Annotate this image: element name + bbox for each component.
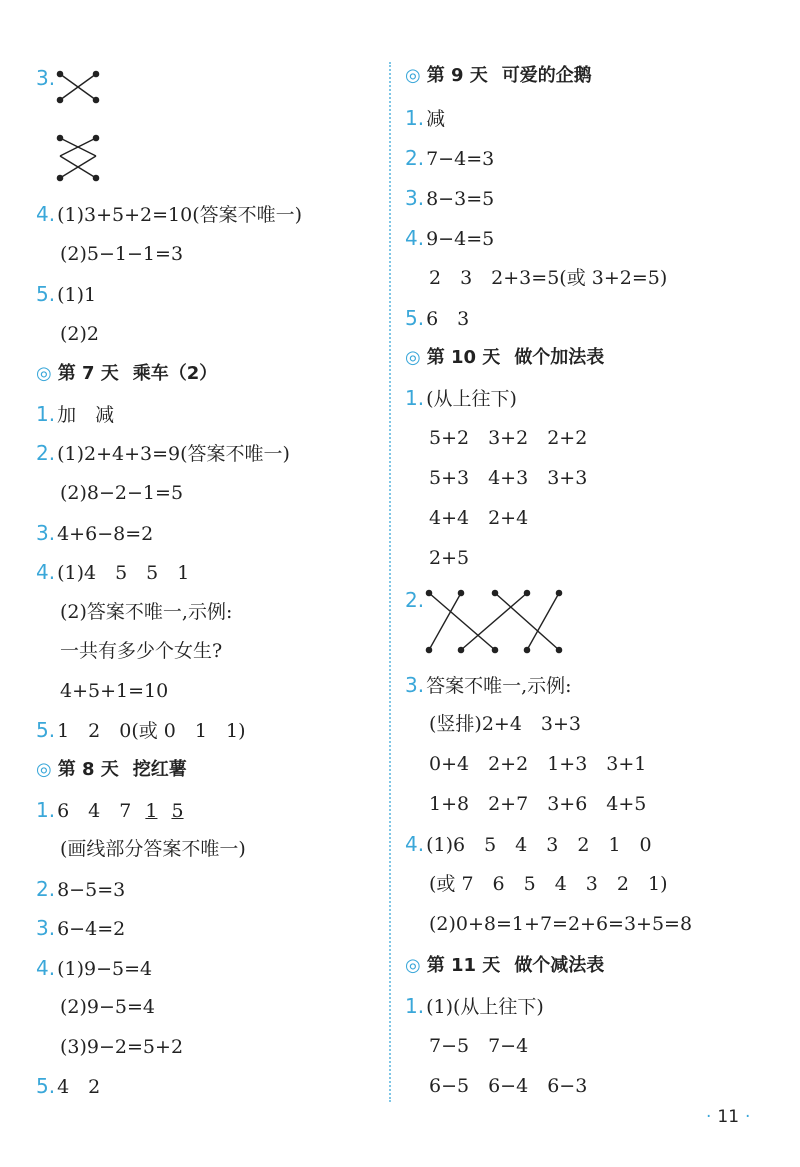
d7q3: 3. 4+6−8=2 — [36, 521, 154, 545]
d11q1-a: 1. (1)(从上往下) — [405, 994, 544, 1018]
d9q2: 2. 7−4=3 — [405, 146, 495, 170]
d10q1-d: 4+4 2+4 — [429, 507, 529, 529]
q4-b: (2)5−1−1=3 — [60, 243, 184, 265]
d7q4-a: 4. (1)4 5 5 1 — [36, 560, 190, 584]
d10q2: 2. — [405, 588, 425, 612]
q5-b: (2)2 — [60, 323, 100, 345]
d7q4-c: 一共有多少个女生? — [60, 640, 223, 662]
d10q1-b: 5+2 3+2 2+2 — [429, 427, 588, 449]
column-divider — [389, 62, 391, 1102]
d9q1: 1. 减 — [405, 106, 446, 130]
matching-diagram-2 — [427, 588, 567, 656]
d9q4-a: 4. 9−4=5 — [405, 226, 495, 250]
d8q4-b: (2)9−5=4 — [60, 996, 156, 1018]
d8q1-note: (画线部分答案不唯一) — [60, 838, 246, 860]
circle-icon: ◎ — [36, 759, 52, 780]
d8q3: 3. 6−4=2 — [36, 916, 126, 940]
d10q3-d: 1+8 2+7 3+6 4+5 — [429, 793, 647, 815]
d7q1: 1. 加 减 — [36, 402, 115, 426]
circle-icon: ◎ — [405, 65, 421, 86]
q4-a: 4. (1)3+5+2=10(答案不唯一) — [36, 202, 303, 226]
d10q4-b: (或 7 6 5 4 3 2 1) — [429, 873, 668, 895]
d10q3-a: 3. 答案不唯一,示例: — [405, 673, 572, 697]
circle-icon: ◎ — [36, 363, 52, 384]
d9q3: 3. 8−3=5 — [405, 186, 495, 210]
d7q2-a: 2. (1)2+4+3=9(答案不唯一) — [36, 441, 290, 465]
d7q2-b: (2)8−2−1=5 — [60, 482, 184, 504]
day7-heading: ◎ 第 7 天 乘车（2） — [36, 363, 218, 384]
d10q1-e: 2+5 — [429, 547, 470, 569]
d9q4-b: 2 3 2+3=5(或 3+2=5) — [429, 267, 668, 289]
d10q1-c: 5+3 4+3 3+3 — [429, 467, 588, 489]
day10-heading: ◎ 第 10 天 做个加法表 — [405, 347, 605, 368]
d10q4-a: 4. (1)6 5 4 3 2 1 0 — [405, 832, 652, 856]
circle-icon: ◎ — [405, 347, 421, 368]
day11-heading: ◎ 第 11 天 做个减法表 — [405, 955, 605, 976]
d7q4-b: (2)答案不唯一,示例: — [60, 601, 233, 623]
day9-heading: ◎ 第 9 天 可爱的企鹅 — [405, 65, 592, 86]
d10q4-c: (2)0+8=1+7=2+6=3+5=8 — [429, 913, 693, 935]
page-number: · 11 · — [706, 1107, 751, 1127]
d11q1-c: 6−5 6−4 6−3 — [429, 1075, 588, 1097]
q5-a: 5. (1)1 — [36, 282, 97, 306]
d10q1-a: 1. (从上往下) — [405, 386, 517, 410]
d8q2: 2. 8−5=3 — [36, 877, 126, 901]
d11q1-b: 7−5 7−4 — [429, 1035, 529, 1057]
q3: 3. — [36, 66, 56, 90]
circle-icon: ◎ — [405, 955, 421, 976]
d7q4-d: 4+5+1=10 — [60, 680, 169, 702]
d8q5: 5. 4 2 — [36, 1074, 101, 1098]
d10q3-c: 0+4 2+2 1+3 3+1 — [429, 753, 647, 775]
d9q5: 5. 6 3 — [405, 306, 470, 330]
d7q5: 5. 1 2 0(或 0 1 1) — [36, 718, 246, 742]
d10q3-b: (竖排)2+4 3+3 — [429, 713, 582, 735]
d8q1: 1. 6 4 7 1 5 — [36, 798, 184, 822]
d8q4-c: (3)9−2=5+2 — [60, 1036, 184, 1058]
matching-diagram-1 — [58, 70, 108, 185]
d8q4-a: 4. (1)9−5=4 — [36, 956, 153, 980]
day8-heading: ◎ 第 8 天 挖红薯 — [36, 759, 187, 780]
